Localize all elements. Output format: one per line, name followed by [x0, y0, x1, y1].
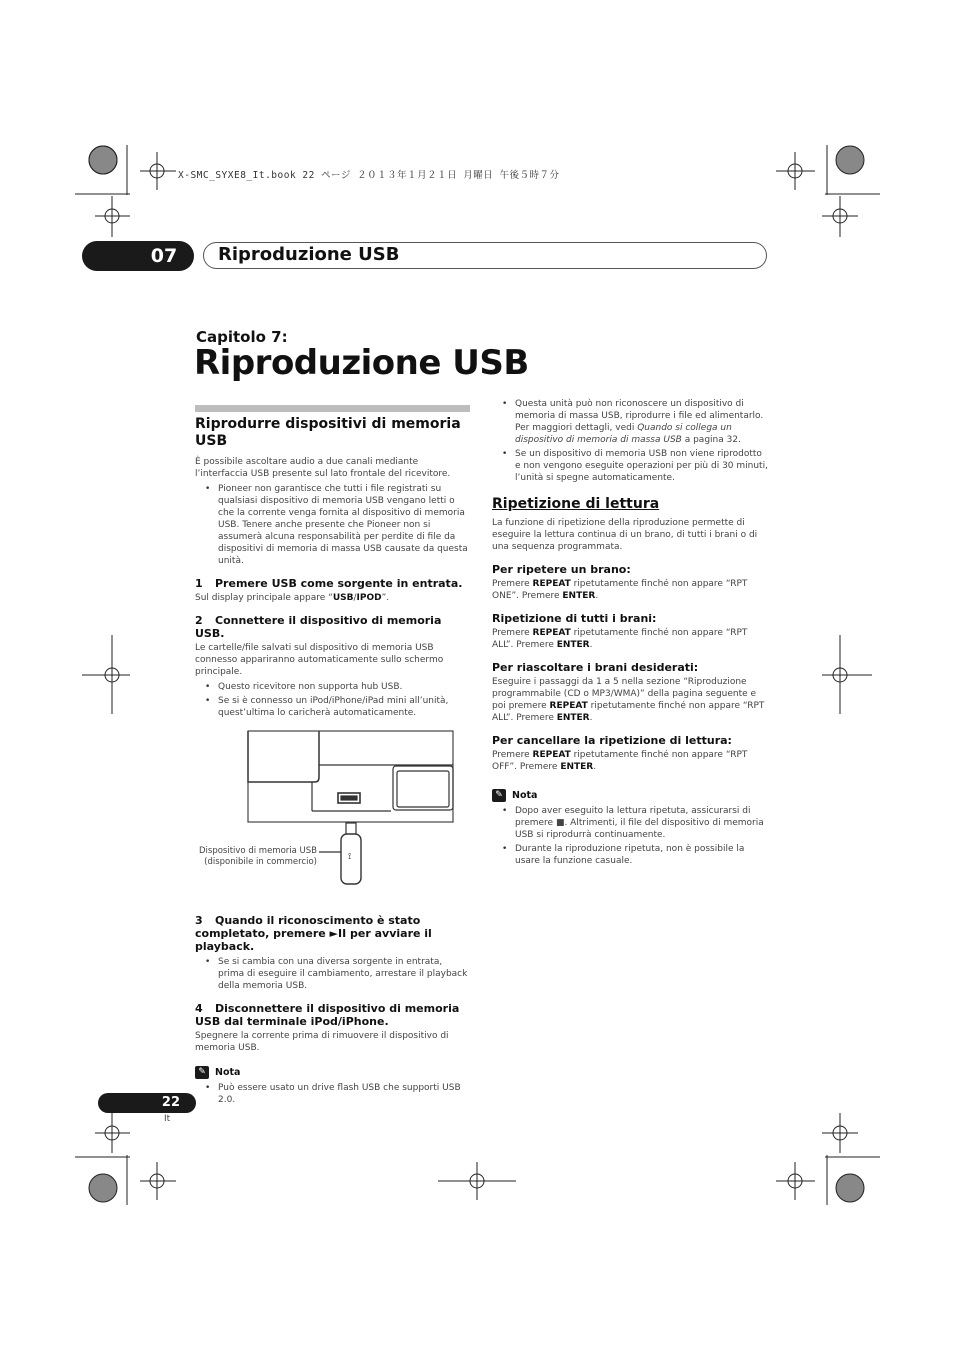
intro-bullets: [195, 483, 470, 567]
language-code: It: [164, 1114, 171, 1124]
continued-bullets: [492, 398, 770, 484]
svg-text:⟟: ⟟: [348, 852, 352, 862]
repeat-all-text: Premere REPEAT ripetutamente finché non appare “RPT ALL”. Premere ENTER.: [492, 628, 748, 650]
note-icon: ✎: [492, 789, 506, 802]
repeat-one-heading: Per ripetere un brano:: [492, 563, 631, 576]
repeat-cancel-text: Premere REPEAT ripetutamente finché non appare “RPT OFF”. Premere ENTER.: [492, 750, 748, 772]
chapter-header-title: Riproduzione USB: [218, 244, 400, 265]
list-item: • Pioneer non garantisce che tutti i file registrati su qualsiasi dispositivo di memoria USB vengano letti o che la corrente venga fornita al dispositivo di memoria USB. Tenere anche presente che Pioneer non si assumerà alcuna responsabilità per perdite di file da dispositivi di memoria di massa USB causate da questa unità.: [218, 483, 470, 567]
note-bullets: [195, 1082, 470, 1106]
step-1-heading: 1 Premere USB come sorgente in entrata.: [195, 577, 463, 590]
list-item: • Dopo aver eseguito la lettura ripetuta, assicurarsi di premere ■. Altrimenti, il file del dispositivo di memoria USB si riprodurrà continuamente.: [515, 805, 770, 841]
step-2-heading: 2 Connettere il dispositivo di memoria USB.: [195, 614, 442, 640]
list-item: • Può essere usato un drive flash USB che supporti USB 2.0.: [218, 1082, 470, 1106]
chapter-label: Capitolo 7:: [196, 328, 288, 346]
repeat-program-heading: Per riascoltare i brani desiderati:: [492, 661, 699, 674]
step-4-text: Spegnere la corrente prima di rimuovere il dispositivo di memoria USB.: [195, 1031, 449, 1053]
usb-device-illustration: [195, 729, 470, 904]
repeat-one-text: Premere REPEAT ripetutamente finché non appare “RPT ONE”. Premere ENTER.: [492, 579, 748, 601]
list-item: • Se si è connesso un iPod/iPhone/iPad mini all’unità, quest’ultima lo caricherà automaticamente.: [218, 695, 470, 719]
left-column: [195, 405, 470, 1108]
note-bullets: [492, 805, 770, 867]
list-item: • Durante la riproduzione ripetuta, non è possibile la usare la funzione casuale.: [515, 843, 770, 867]
page-title: Riproduzione USB: [194, 343, 529, 383]
section-title-usb-devices: Riprodurre dispositivi di memoria USB: [195, 416, 461, 449]
repeat-program-text: Eseguire i passaggi da 1 a 5 nella sezione “Riproduzione programmabile (CD o MP3/WMA)” della pagina seguente e poi premere REPEAT ripetutamente finché non appare “RPT ALL”. Premere ENTER.: [492, 677, 765, 723]
list-item: • Questo ricevitore non supporta hub USB.: [218, 681, 470, 693]
print-slug: X-SMC_SYXE8_It.book 22 ページ ２０１３年１月２１日 月曜日 午後５時７分: [178, 170, 560, 181]
page-number-badge: 22: [98, 1093, 196, 1113]
section-title-repeat: Ripetizione di lettura: [492, 496, 660, 512]
list-item: • Se si cambia con una diversa sorgente in entrata, prima di eseguire il cambiamento, arrestare il playback della memoria USB.: [218, 956, 470, 992]
list-item: • Se un dispositivo di memoria USB non viene riprodotto e non vengono eseguite operazioni per più di 30 minuti, l’unità si spegne automaticamente.: [515, 448, 770, 484]
note-icon: ✎: [195, 1066, 209, 1079]
right-column: [492, 398, 770, 869]
usb-connection-figure: [195, 729, 470, 904]
repeat-all-heading: Ripetizione di tutti i brani:: [492, 612, 657, 625]
repeat-intro: La funzione di ripetizione della riproduzione permette di eseguire la lettura continua di un brano, di tutti i brani o di una sequenza programmata.: [492, 518, 758, 552]
figure-caption: Dispositivo di memoria USB (disponibile in commercio): [198, 846, 317, 867]
step-4-heading: 4 Disconnettere il dispositivo di memoria USB dal terminale iPod/iPhone.: [195, 1002, 460, 1028]
repeat-cancel-heading: Per cancellare la ripetizione di lettura:: [492, 734, 732, 747]
chapter-number-badge: 07: [82, 241, 194, 271]
list-item: • Questa unità può non riconoscere un dispositivo di memoria di massa USB, riprodurre i file ed alimentarlo. Per maggiori dettagli, vedi Quando si collega un dispositivo di memoria di massa USB a pagina 32.: [515, 398, 770, 446]
step-2-bullets: [195, 681, 470, 719]
note-heading: ✎ Nota: [492, 789, 770, 802]
step-2-text: Le cartelle/file salvati sul dispositivo di memoria USB connesso appariranno automaticamente sullo schermo principale.: [195, 643, 444, 677]
step-3-heading: 3 Quando il riconoscimento è stato completato, premere ►II per avviare il playback.: [195, 914, 432, 953]
starburst-mark-top-left: [89, 146, 117, 174]
section-rule: [195, 405, 470, 412]
step-3-bullets: [195, 956, 470, 992]
step-1-text: Sul display principale appare “USB/IPOD”.: [195, 593, 390, 603]
cross-reference: Quando si collega un dispositivo di memoria di massa USB: [515, 423, 732, 445]
note-heading: ✎ Nota: [195, 1066, 470, 1079]
intro-text: È possibile ascoltare audio a due canali mediante l’interfaccia USB presente sul lato frontale del ricevitore.: [195, 457, 451, 479]
